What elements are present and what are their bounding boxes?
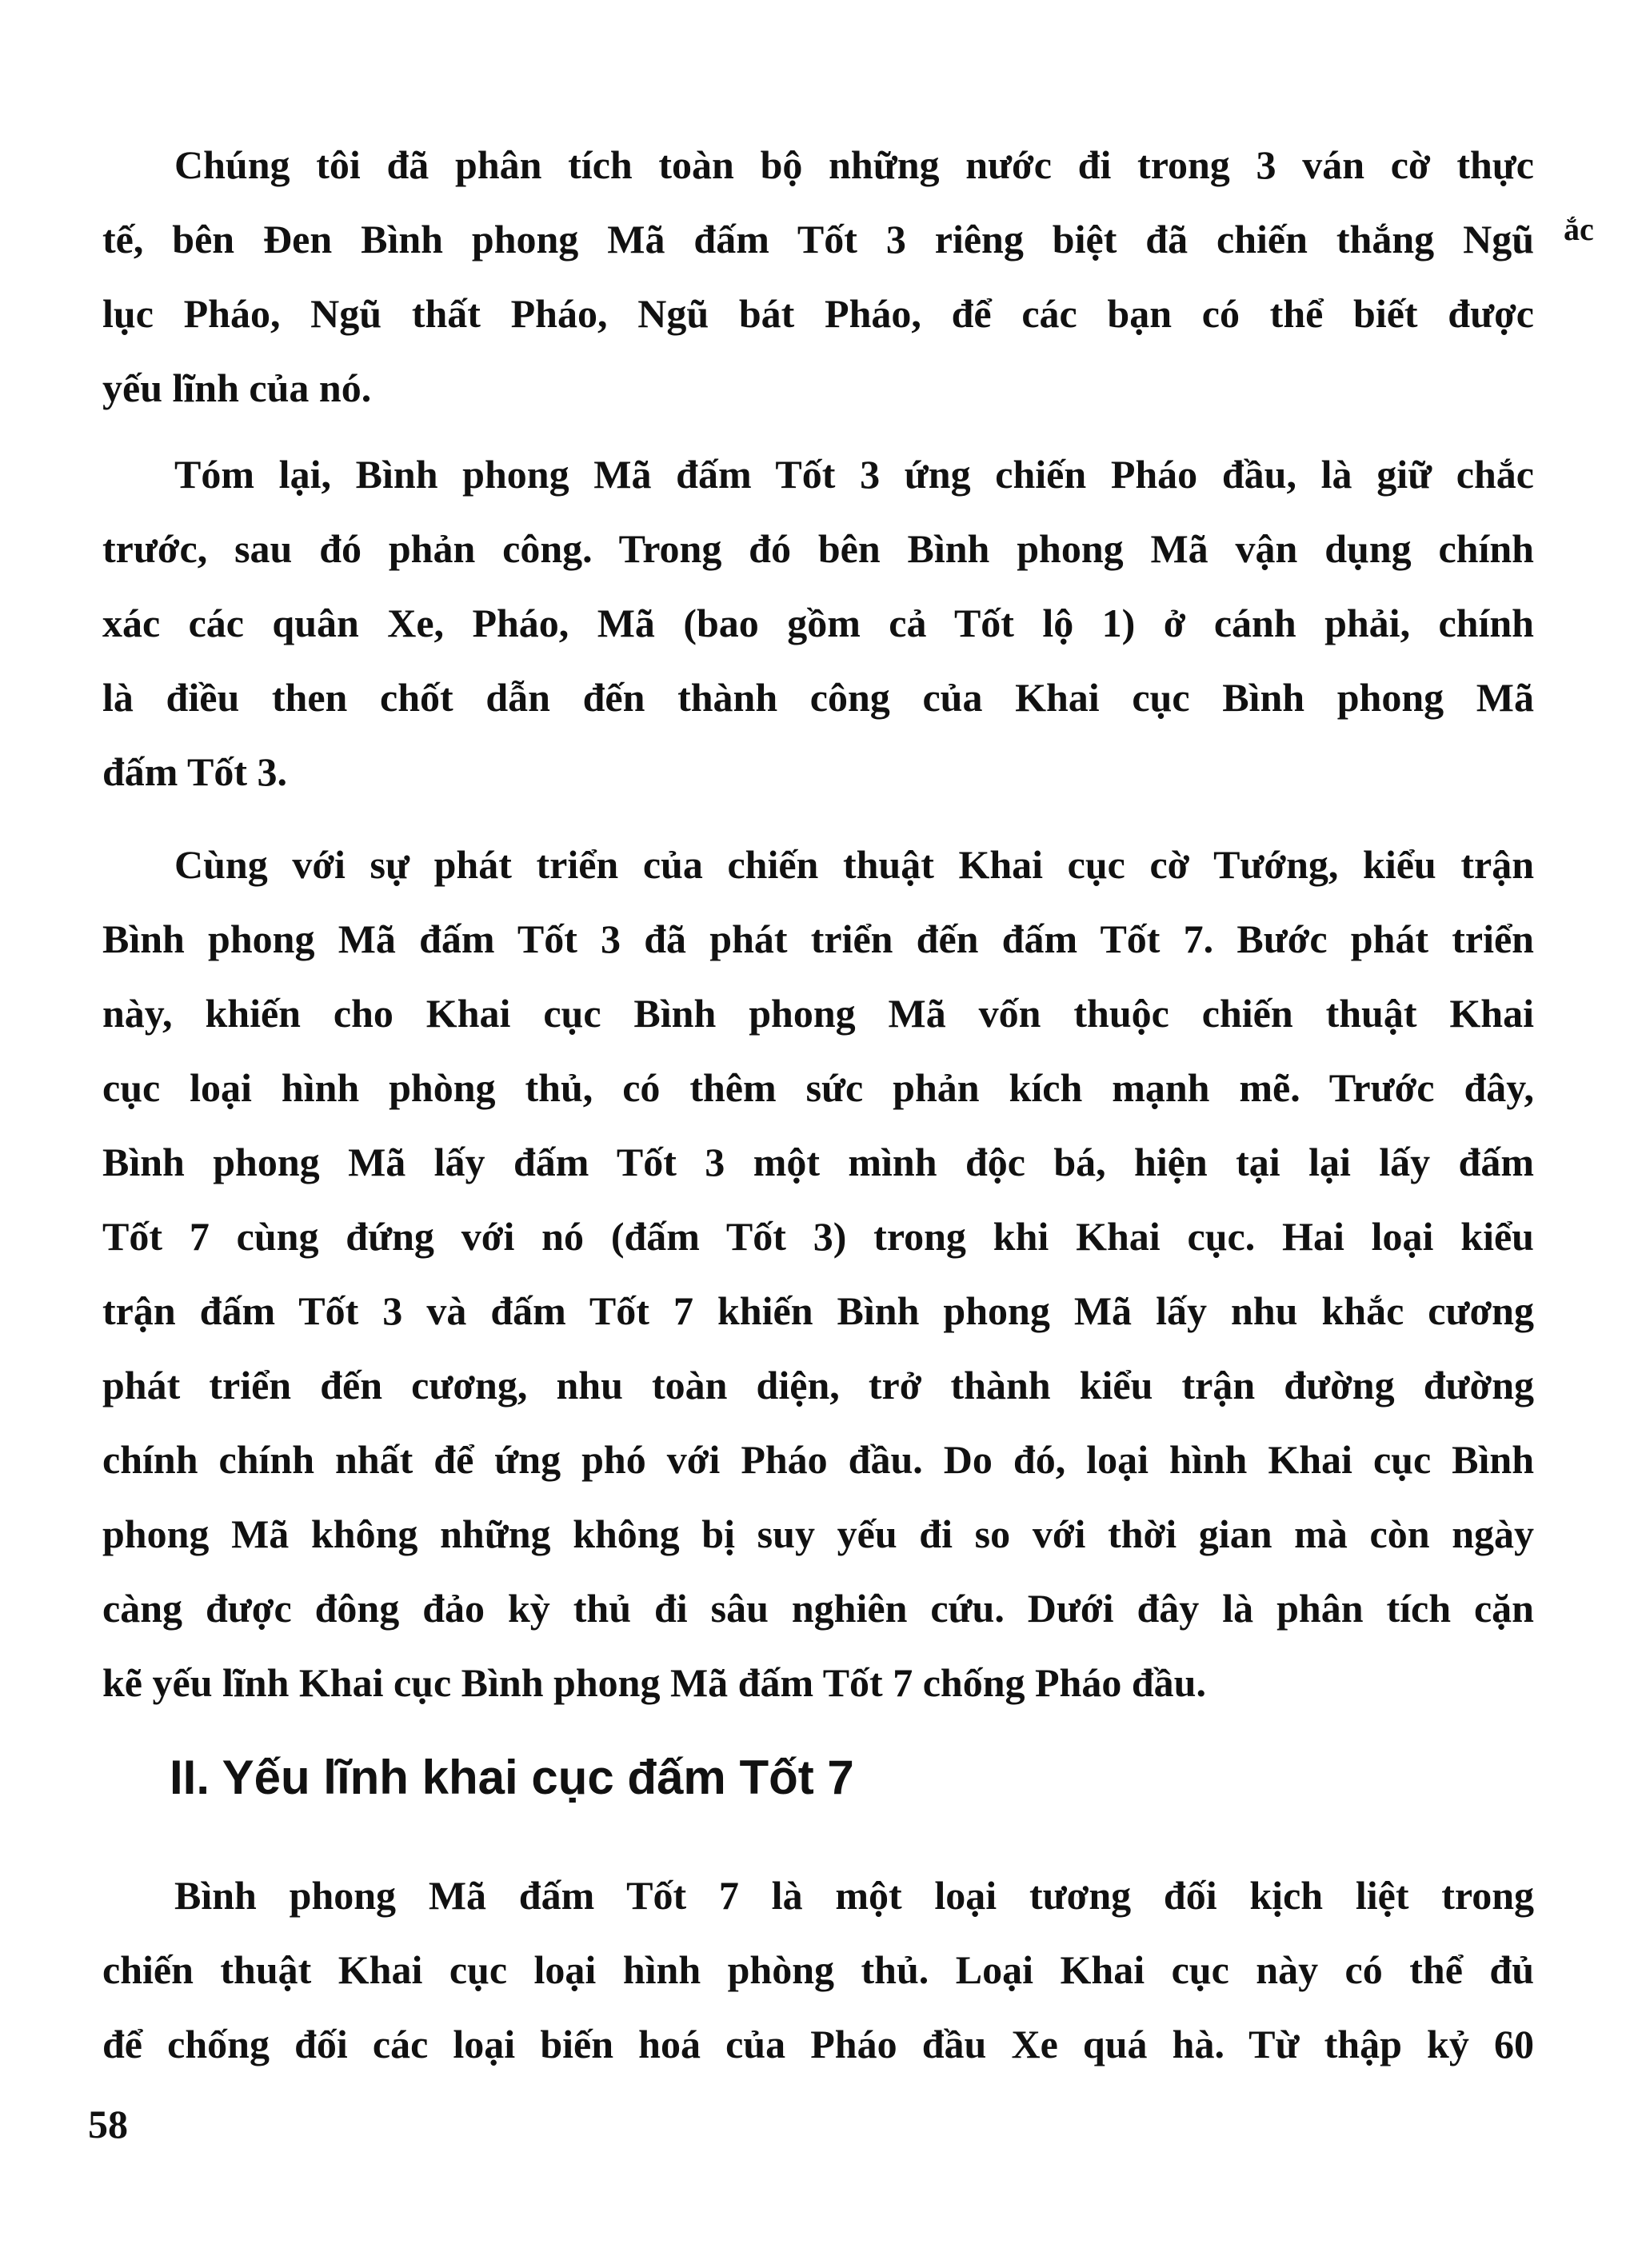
text-line: chiến thuật Khai cục loại hình phòng thủ. Loại Khai cục này có thể đủ — [102, 1947, 1534, 1992]
text-line: này, khiến cho Khai cục Bình phong Mã vốn thuộc chiến thuật Khai — [102, 991, 1534, 1036]
text-line: phong Mã không những không bị suy yếu đi so với thời gian mà còn ngày — [102, 1511, 1534, 1556]
text-line: Tóm lại, Bình phong Mã đấm Tốt 3 ứng chiến Pháo đầu, là giữ chắc — [174, 452, 1534, 497]
text-line: yếu lĩnh của nó. — [102, 365, 372, 410]
text-line: để chống đối các loại biến hoá của Pháo đầu Xe quá hà. Từ thập kỷ 60 — [102, 2022, 1534, 2066]
text-line: lục Pháo, Ngũ thất Pháo, Ngũ bát Pháo, để các bạn có thể biết được — [102, 291, 1534, 336]
text-line: trận đấm Tốt 3 và đấm Tốt 7 khiến Bình phong Mã lấy nhu khắc cương — [102, 1288, 1534, 1333]
text-line: Bình phong Mã đấm Tốt 3 đã phát triển đến đấm Tốt 7. Bước phát triển — [102, 916, 1534, 961]
text-line: là điều then chốt dẫn đến thành công của Khai cục Bình phong Mã — [102, 675, 1534, 720]
text-line: phát triển đến cương, nhu toàn diện, trở thành kiểu trận đường đường — [102, 1363, 1534, 1408]
text-line: Chúng tôi đã phân tích toàn bộ những nước đi trong 3 ván cờ thực — [174, 142, 1534, 187]
text-line: càng được đông đảo kỳ thủ đi sâu nghiên cứu. Dưới đây là phân tích cặn — [102, 1586, 1534, 1631]
text-line: cục loại hình phòng thủ, có thêm sức phản kích mạnh mẽ. Trước đây, — [102, 1065, 1534, 1110]
margin-note: ắc — [1564, 211, 1594, 247]
text-line: kẽ yếu lĩnh Khai cục Bình phong Mã đấm Tốt 7 chống Pháo đầu. — [102, 1660, 1206, 1705]
section-heading: II. Yếu lĩnh khai cục đấm Tốt 7 — [170, 1751, 854, 1804]
text-line: trước, sau đó phản công. Trong đó bên Bình phong Mã vận dụng chính — [102, 526, 1534, 571]
paragraph-analysis-intro — [102, 128, 1534, 425]
text-line: chính chính nhất để ứng phó với Pháo đầu. Do đó, loại hình Khai cục Bình — [102, 1437, 1534, 1482]
paragraph-summary — [102, 437, 1534, 809]
text-line: đấm Tốt 3. — [102, 749, 288, 794]
text-line: Bình phong Mã đấm Tốt 7 là một loại tương đối kịch liệt trong — [174, 1873, 1534, 1918]
text-line: Bình phong Mã lấy đấm Tốt 3 một mình độc bá, hiện tại lại lấy đấm — [102, 1140, 1534, 1184]
text-line: xác các quân Xe, Pháo, Mã (bao gồm cả Tốt lộ 1) ở cánh phải, chính — [102, 601, 1534, 645]
page-number: 58 — [88, 2102, 128, 2146]
paragraph-development — [102, 828, 1534, 1720]
text-line: Cùng với sự phát triển của chiến thuật Khai cục cờ Tướng, kiểu trận — [174, 842, 1534, 887]
text-line: Tốt 7 cùng đứng với nó (đấm Tốt 3) trong khi Khai cục. Hai loại kiểu — [102, 1214, 1534, 1259]
paragraph-section-body — [102, 1859, 1534, 2082]
text-line: tế, bên Đen Bình phong Mã đấm Tốt 3 riêng biệt đã chiến thắng Ngũ — [102, 217, 1534, 262]
